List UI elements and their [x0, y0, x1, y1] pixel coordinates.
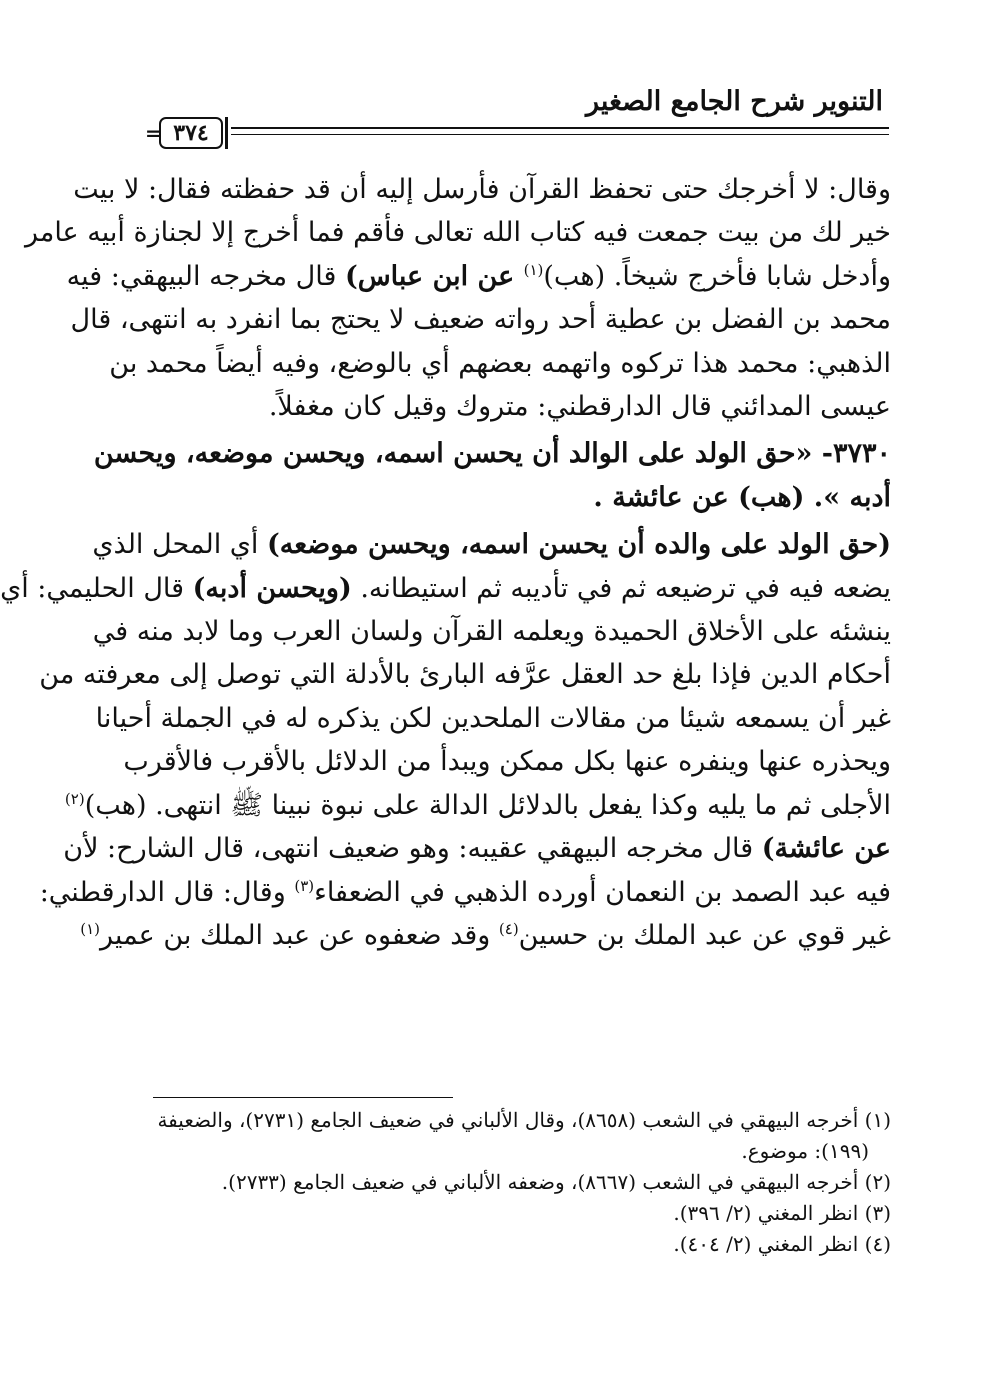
header-rule-thin — [231, 134, 889, 135]
hadith-quote: (ويحسن أدبه) — [192, 572, 352, 604]
text-run: قال مخرجه البيهقي عقيبه: وهو ضعيف انتهى، قال الشارح: لأن — [63, 833, 762, 865]
paragraph-1 — [24, 168, 891, 428]
text-line: وقال: لا أخرجك حتى تحفظ القرآن فأرسل إليه أن قد حفظته فقال: لا بيت — [73, 174, 891, 205]
text-line: أحكام الدين فإذا بلغ حد العقل عرَّفه البارئ بالأدلة التي توصل إلى معرفته من — [39, 659, 891, 691]
hadith-line: ٣٧٣٠- «حق الولد على الوالد أن يحسن اسمه، ويحسن موضعه، ويحسن — [93, 438, 891, 470]
text-line — [0, 567, 891, 610]
footnote-ref: (١) — [523, 260, 544, 279]
text-line: الذهبي: محمد هذا تركوه واتهمه بعضهم أي بالوضع، وفيه أيضاً محمد بن — [109, 347, 891, 379]
text-run: وأدخل شابا فأخرج شيخاً. (هب) — [543, 260, 891, 292]
text-run: قال الحليمي: أي — [0, 572, 193, 604]
footnote-ref: (١) — [80, 919, 101, 938]
footnote: (٣) انظر المغني (٢/ ٣٩٦). — [673, 1201, 891, 1225]
footnote-separator — [153, 1097, 453, 1098]
footnote: (١) أخرجه البيهقي في الشعب (٨٦٥٨)، وقال الألباني في ضعيف الجامع (٢٧٣١)، والضعيفة — [157, 1108, 891, 1132]
footnote-continuation: (١٩٩): موضوع. — [741, 1139, 869, 1163]
footnote-ref: (٤) — [498, 919, 519, 938]
header-rule — [231, 127, 889, 129]
page-number-mark: = — [145, 121, 162, 145]
main-text — [0, 168, 891, 957]
hadith-line: أدبه ». (هب) عن عائشة . — [593, 481, 891, 513]
footnotes — [153, 1105, 891, 1260]
text-line — [80, 914, 891, 957]
text-line — [63, 827, 891, 870]
paragraph-2 — [0, 523, 891, 957]
text-run: فيه عبد الصمد بن النعمان أورده الذهبي في الضعفاء — [314, 876, 891, 908]
hadith-quote: (حق الولد على والده أن يحسن اسمه، ويحسن موضعه) — [267, 529, 891, 561]
text-line: عيسى المدائني قال الدارقطني: متروك وقيل كان مغفلاً. — [268, 391, 891, 423]
source-ref: عن ابن عباس) — [344, 260, 524, 292]
text-run: الأجلى ثم ما يليه وكذا يفعل بالدلائل الدالة على نبوة نبينا ﷺ انتهى. (هب) — [84, 789, 891, 821]
text-run: يضعه فيه في ترضيعه ثم في تأديبه ثم استيطانه. — [351, 572, 891, 604]
text-run: وقد ضعفوه عن عبد الملك بن عمير — [100, 919, 499, 951]
footnote-ref: (٣) — [294, 876, 315, 895]
text-run: غير قوي عن عبد الملك بن حسين — [518, 919, 891, 951]
hadith-entry — [93, 432, 891, 519]
text-run: قال مخرجه البيهقي: فيه — [66, 260, 345, 292]
text-run: أي المحل الذي — [92, 529, 268, 561]
text-run: وقال: قال الدارقطني: — [39, 876, 295, 908]
text-line — [66, 255, 891, 298]
text-line — [39, 871, 891, 914]
footnote-ref: (٢) — [64, 789, 85, 808]
text-line: محمد بن الفضل بن عطية أحد رواته ضعيف لا يحتج بما انفرد به انتهى، قال — [70, 304, 891, 336]
footnote: (٤) انظر المغني (٢/ ٤٠٤). — [673, 1232, 891, 1256]
text-line: ويحذره عنها وينفره عنها بكل ممكن ويبدأ من الدلائل بالأقرب فالأقرب — [123, 746, 891, 778]
page-number: ٣٧٤ — [159, 117, 223, 149]
text-line: خير لك من بيت جمعت فيه كتاب الله تعالى فأقم فما أخرج إلا لجنازة أبيه عامر — [24, 217, 891, 249]
text-line — [64, 784, 891, 827]
text-line — [92, 523, 891, 566]
source-ref: عن عائشة) — [761, 833, 891, 865]
running-title: التنوير شرح الجامع الصغير — [586, 86, 883, 117]
footnote: (٢) أخرجه البيهقي في الشعب (٨٦٦٧)، وضعفه الألباني في ضعيف الجامع (٢٧٣٣). — [221, 1170, 891, 1194]
page-number-bar — [225, 117, 228, 149]
text-line: غير أن يسمعه شيئا من مقالات الملحدين لكن يذكره له في الجملة أحيانا — [95, 702, 891, 734]
text-line: ينشئه على الأخلاق الحميدة ويعلمه القرآن ولسان العرب وما لابد منه في — [92, 616, 891, 648]
